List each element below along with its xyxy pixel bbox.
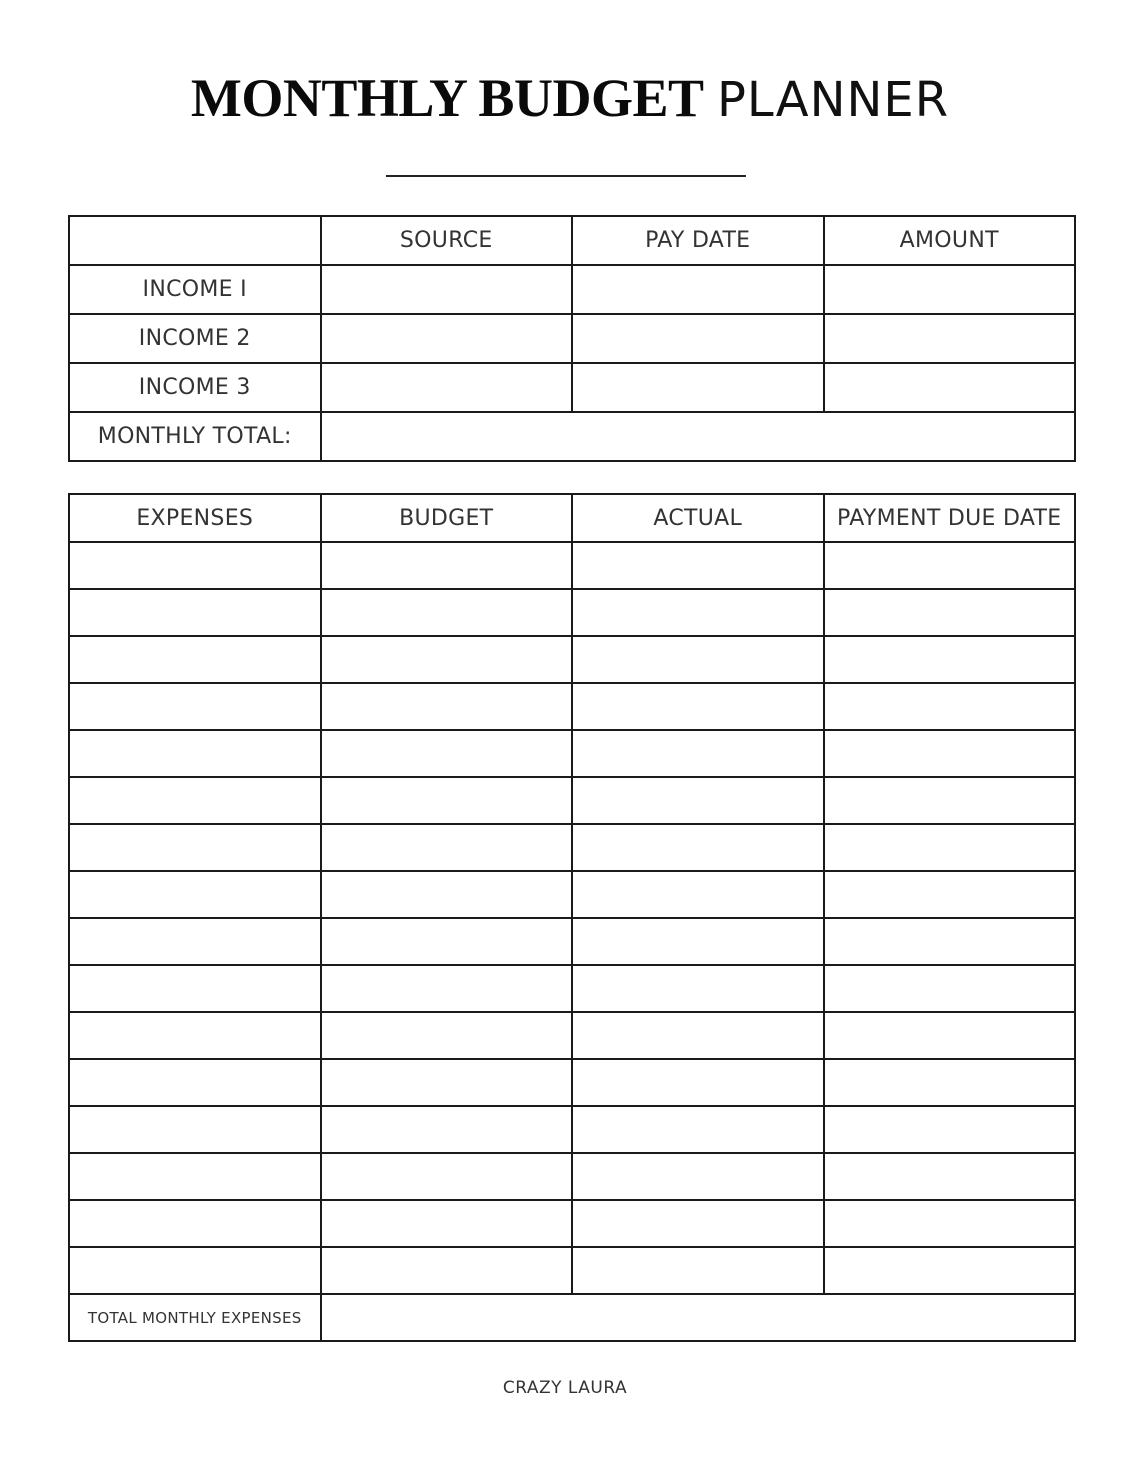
expenses-header-due-date: PAYMENT DUE DATE <box>824 494 1076 542</box>
budget-cell[interactable] <box>321 1153 573 1200</box>
payment-due-date-cell[interactable] <box>824 918 1076 965</box>
expense-row <box>69 683 1075 730</box>
expense-row <box>69 1012 1075 1059</box>
income-header-row <box>69 216 1075 265</box>
budget-cell[interactable] <box>321 636 573 683</box>
expense-cell[interactable] <box>69 824 321 871</box>
income-label: INCOME 2 <box>69 314 321 363</box>
expenses-header-budget: BUDGET <box>321 494 573 542</box>
expenses-header-actual: ACTUAL <box>572 494 824 542</box>
payment-due-date-cell[interactable] <box>824 730 1076 777</box>
expenses-header-row <box>69 494 1075 542</box>
expense-row <box>69 542 1075 589</box>
budget-cell[interactable] <box>321 777 573 824</box>
actual-cell[interactable] <box>572 1200 824 1247</box>
actual-cell[interactable] <box>572 683 824 730</box>
payment-due-date-cell[interactable] <box>824 1059 1076 1106</box>
actual-cell[interactable] <box>572 636 824 683</box>
expense-cell[interactable] <box>69 542 321 589</box>
actual-cell[interactable] <box>572 1106 824 1153</box>
expense-cell[interactable] <box>69 1059 321 1106</box>
payment-due-date-cell[interactable] <box>824 777 1076 824</box>
income-amount-cell[interactable] <box>824 314 1076 363</box>
expense-row <box>69 589 1075 636</box>
income-source-cell[interactable] <box>321 265 573 314</box>
payment-due-date-cell[interactable] <box>824 683 1076 730</box>
total-monthly-expenses-cell[interactable] <box>321 1294 1076 1341</box>
expense-row <box>69 824 1075 871</box>
actual-cell[interactable] <box>572 918 824 965</box>
income-header-amount: AMOUNT <box>824 216 1076 265</box>
income-label: INCOME 3 <box>69 363 321 412</box>
monthly-total-cell[interactable] <box>321 412 1076 461</box>
payment-due-date-cell[interactable] <box>824 965 1076 1012</box>
budget-cell[interactable] <box>321 871 573 918</box>
income-header-blank <box>69 216 321 265</box>
income-header-source: SOURCE <box>321 216 573 265</box>
expense-row <box>69 1247 1075 1294</box>
expense-row <box>69 636 1075 683</box>
monthly-total-label: MONTHLY TOTAL: <box>69 412 321 461</box>
income-table <box>68 215 1076 462</box>
actual-cell[interactable] <box>572 730 824 777</box>
expense-cell[interactable] <box>69 1200 321 1247</box>
income-pay-date-cell[interactable] <box>572 265 824 314</box>
income-source-cell[interactable] <box>321 314 573 363</box>
budget-cell[interactable] <box>321 589 573 636</box>
payment-due-date-cell[interactable] <box>824 871 1076 918</box>
expense-row <box>69 1106 1075 1153</box>
actual-cell[interactable] <box>572 824 824 871</box>
payment-due-date-cell[interactable] <box>824 636 1076 683</box>
expense-cell[interactable] <box>69 1247 321 1294</box>
budget-cell[interactable] <box>321 965 573 1012</box>
payment-due-date-cell[interactable] <box>824 1200 1076 1247</box>
brand-footer: CRAZY LAURA <box>502 1378 628 1398</box>
income-pay-date-cell[interactable] <box>572 314 824 363</box>
budget-cell[interactable] <box>321 542 573 589</box>
actual-cell[interactable] <box>572 777 824 824</box>
expense-cell[interactable] <box>69 1012 321 1059</box>
income-row <box>69 314 1075 363</box>
expense-row <box>69 730 1075 777</box>
expense-cell[interactable] <box>69 965 321 1012</box>
income-source-cell[interactable] <box>321 363 573 412</box>
expense-row <box>69 1200 1075 1247</box>
payment-due-date-cell[interactable] <box>824 1012 1076 1059</box>
budget-cell[interactable] <box>321 824 573 871</box>
payment-due-date-cell[interactable] <box>824 1247 1076 1294</box>
payment-due-date-cell[interactable] <box>824 824 1076 871</box>
actual-cell[interactable] <box>572 1247 824 1294</box>
page-title <box>0 66 1140 132</box>
actual-cell[interactable] <box>572 542 824 589</box>
budget-cell[interactable] <box>321 918 573 965</box>
expenses-header-expenses: EXPENSES <box>69 494 321 542</box>
expense-cell[interactable] <box>69 777 321 824</box>
title-light: PLANNER <box>716 72 950 128</box>
expense-cell[interactable] <box>69 683 321 730</box>
expense-row <box>69 1059 1075 1106</box>
income-pay-date-cell[interactable] <box>572 363 824 412</box>
payment-due-date-cell[interactable] <box>824 542 1076 589</box>
payment-due-date-cell[interactable] <box>824 1106 1076 1153</box>
expense-row <box>69 1153 1075 1200</box>
expense-cell[interactable] <box>69 1153 321 1200</box>
income-total-row <box>69 412 1075 461</box>
expense-cell[interactable] <box>69 730 321 777</box>
title-bold: MONTHLY BUDGET <box>190 68 704 128</box>
actual-cell[interactable] <box>572 965 824 1012</box>
budget-cell[interactable] <box>321 1059 573 1106</box>
expense-cell[interactable] <box>69 1106 321 1153</box>
expense-cell[interactable] <box>69 636 321 683</box>
income-header-pay-date: PAY DATE <box>572 216 824 265</box>
payment-due-date-cell[interactable] <box>824 1153 1076 1200</box>
expense-row <box>69 965 1075 1012</box>
total-monthly-expenses-label: TOTAL MONTHLY EXPENSES <box>69 1294 321 1341</box>
income-label: INCOME I <box>69 265 321 314</box>
budget-cell[interactable] <box>321 1106 573 1153</box>
income-row <box>69 265 1075 314</box>
expenses-total-row <box>69 1294 1075 1341</box>
budget-cell[interactable] <box>321 730 573 777</box>
expense-row <box>69 777 1075 824</box>
budget-cell[interactable] <box>321 1200 573 1247</box>
actual-cell[interactable] <box>572 871 824 918</box>
income-amount-cell[interactable] <box>824 363 1076 412</box>
actual-cell[interactable] <box>572 1012 824 1059</box>
budget-cell[interactable] <box>321 683 573 730</box>
expense-row <box>69 871 1075 918</box>
expense-cell[interactable] <box>69 918 321 965</box>
month-name-line[interactable] <box>386 175 746 177</box>
budget-cell[interactable] <box>321 1247 573 1294</box>
expense-cell[interactable] <box>69 871 321 918</box>
income-amount-cell[interactable] <box>824 265 1076 314</box>
expenses-table <box>68 493 1076 1342</box>
payment-due-date-cell[interactable] <box>824 589 1076 636</box>
actual-cell[interactable] <box>572 1153 824 1200</box>
expense-row <box>69 918 1075 965</box>
actual-cell[interactable] <box>572 1059 824 1106</box>
actual-cell[interactable] <box>572 589 824 636</box>
income-row <box>69 363 1075 412</box>
expense-cell[interactable] <box>69 589 321 636</box>
budget-cell[interactable] <box>321 1012 573 1059</box>
